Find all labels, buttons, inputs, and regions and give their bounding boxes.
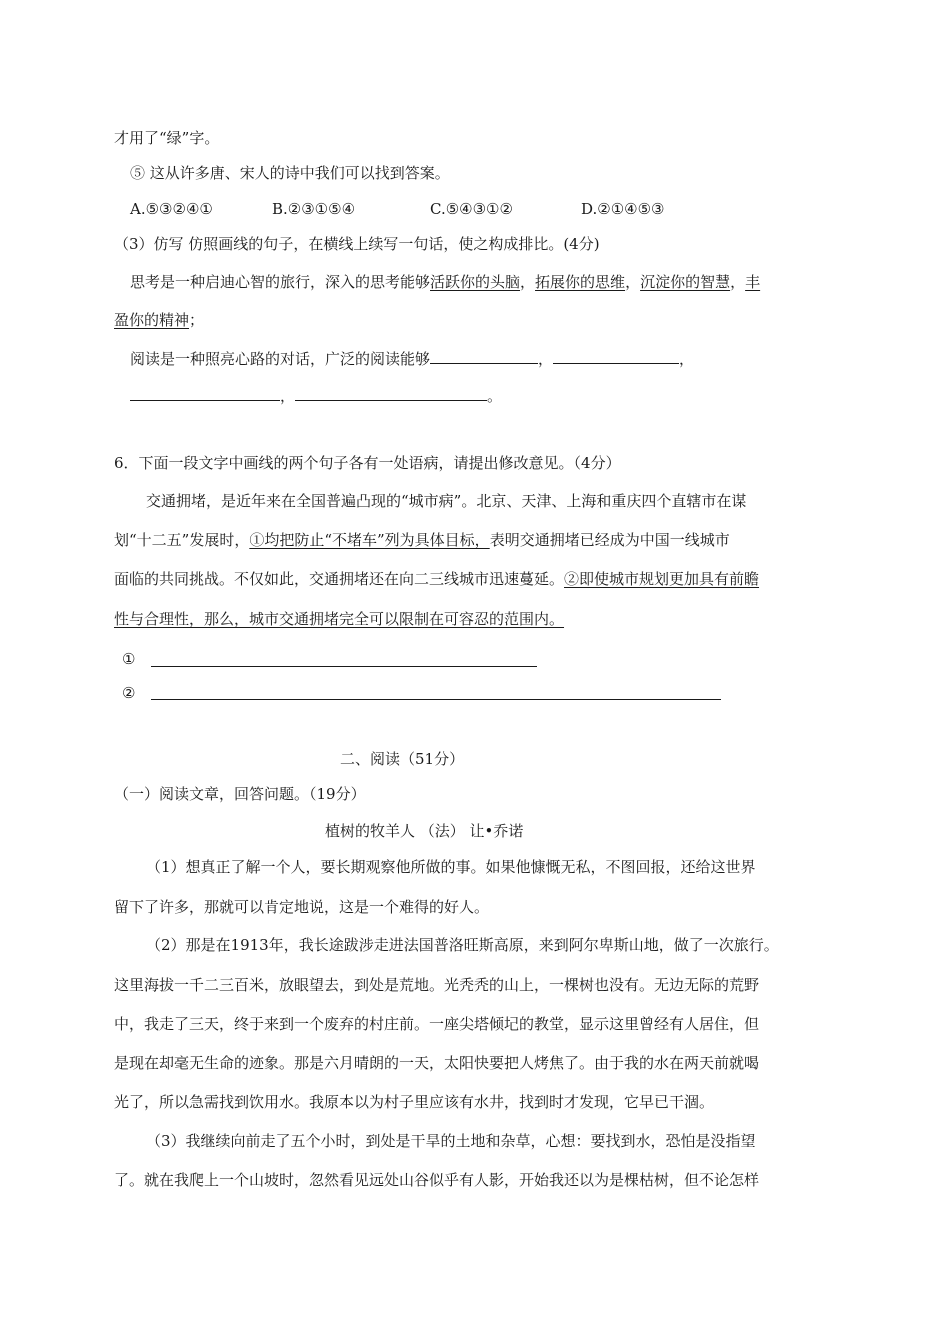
option-b: B.②③①⑤④ [272, 200, 356, 218]
section-title: 二、阅读（51分） [340, 750, 465, 768]
q6-underlined-sentence-2a: ②即使城市规划更加具有前瞻 [564, 570, 760, 588]
q6-text: 面临的共同挑战。不仅如此，交通拥堵还在向二三线城市迅速蔓延。 [114, 570, 565, 588]
model-phrase-4b: 盈你的精神 [114, 311, 190, 329]
model-prefix: 思考是一种启迪心智的旅行，深入的思考能够 [130, 273, 431, 291]
q6-text: 划“十二五”发展时， [114, 531, 250, 549]
model-sentence-line1 [130, 272, 760, 292]
para2-line5: 光了，所以急需找到饮用水。我原本以为村子里应该有水井，找到时才发现，它早已干涸。 [114, 1093, 715, 1111]
answer-blank-4[interactable] [295, 386, 487, 401]
option-a: A.⑤③②④① [130, 200, 213, 218]
comma: ， [730, 273, 746, 291]
q5-sub3-prompt: （3）仿写 仿照画线的句子，在横线上续写一句话，使之构成排比。(4分) [114, 235, 600, 253]
para3-line1: （3）我继续向前走了五个小时，到处是干旱的土地和杂草，心想：要找到水，恐怕是没指望 [146, 1132, 756, 1150]
model-phrase-1: 活跃你的头脑 [430, 273, 521, 291]
reading-prefix: 阅读是一种照亮心路的对话，广泛的阅读能够 [130, 350, 431, 368]
part-heading: （一）阅读文章，回答问题。（19分） [114, 785, 366, 803]
q6-underlined-sentence-2b: 性与合理性，那么，城市交通拥堵完全可以限制在可容忍的范围内。 [114, 610, 565, 628]
option-c: C.⑤④③①② [430, 200, 513, 218]
comma: ， [538, 350, 554, 368]
q6-passage-line2 [114, 530, 730, 550]
q6-passage-line4 [114, 609, 564, 629]
comma: ， [280, 387, 296, 405]
q6-underlined-sentence-1: ①均把防止“不堵车”列为具体目标， [249, 531, 490, 549]
model-phrase-4a: 丰 [745, 273, 761, 291]
model-phrase-2: 拓展你的思维 [535, 273, 626, 291]
period: 。 [487, 387, 503, 405]
comma: ， [625, 273, 641, 291]
answer-blank-2[interactable] [553, 349, 679, 364]
comma: ， [520, 273, 536, 291]
q5-item-5: ⑤ 这从许多唐、宋人的诗中我们可以找到答案。 [130, 164, 450, 182]
q6-answer-2-line[interactable] [151, 699, 721, 700]
answer-blank-1[interactable] [430, 349, 538, 364]
para2-line3: 中，我走了三天，终于来到一个废弃的村庄前。一座尖塔倾圮的教堂，显示这里曾经有人居住，但 [114, 1015, 760, 1033]
q6-passage-line3 [114, 569, 759, 589]
comma: ， [679, 350, 695, 368]
q5-options [130, 199, 830, 219]
q5-continuation-line: 才用了“绿”字。 [114, 129, 220, 147]
q6-passage-line1: 交通拥堵，是近年来在全国普遍凸现的“城市病”。北京、天津、上海和重庆四个直辖市在谋 [146, 492, 747, 510]
model-phrase-3: 沉淀你的智慧 [640, 273, 731, 291]
q6-answer-1-line[interactable] [151, 666, 537, 667]
para1-line2: 留下了许多，那就可以肯定地说，这是一个难得的好人。 [114, 898, 490, 916]
model-sentence-line2 [114, 310, 204, 330]
reading-sentence-line1 [130, 349, 694, 369]
para2-line2: 这里海拔一千二三百米，放眼望去，到处是荒地。光秃秃的山上，一棵树也没有。无边无际的荒野 [114, 976, 760, 994]
para1-line1: （1）想真正了解一个人，要长期观察他所做的事。如果他慷慨无私，不图回报，还给这世界 [146, 858, 756, 876]
semicolon: ； [189, 311, 205, 329]
answer-blank-3[interactable] [130, 386, 280, 401]
option-d: D.②①④⑤③ [581, 200, 665, 218]
q6-answer-1-label: ① [122, 650, 136, 668]
para2-line4: 是现在却毫无生命的迹象。那是六月晴朗的一天，太阳快要把人烤焦了。由于我的水在两天前就喝 [114, 1054, 760, 1072]
reading-sentence-line2 [130, 386, 502, 406]
para2-line1: （2）那是在1913年，我长途跋涉走进法国普洛旺斯高原，来到阿尔卑斯山地，做了一次旅行。 [146, 936, 779, 954]
q6-prompt: 6．下面一段文字中画线的两个句子各有一处语病，请提出修改意见。（4分） [114, 454, 621, 472]
article-title: 植树的牧羊人 （法） 让•乔诺 [325, 822, 524, 840]
q6-answer-2-label: ② [122, 684, 136, 702]
q6-text: 表明交通拥堵已经成为中国一线城市 [489, 531, 730, 549]
para3-line2: 了。就在我爬上一个山坡时，忽然看见远处山谷似乎有人影，开始我还以为是棵枯树，但不论怎样 [114, 1171, 760, 1189]
